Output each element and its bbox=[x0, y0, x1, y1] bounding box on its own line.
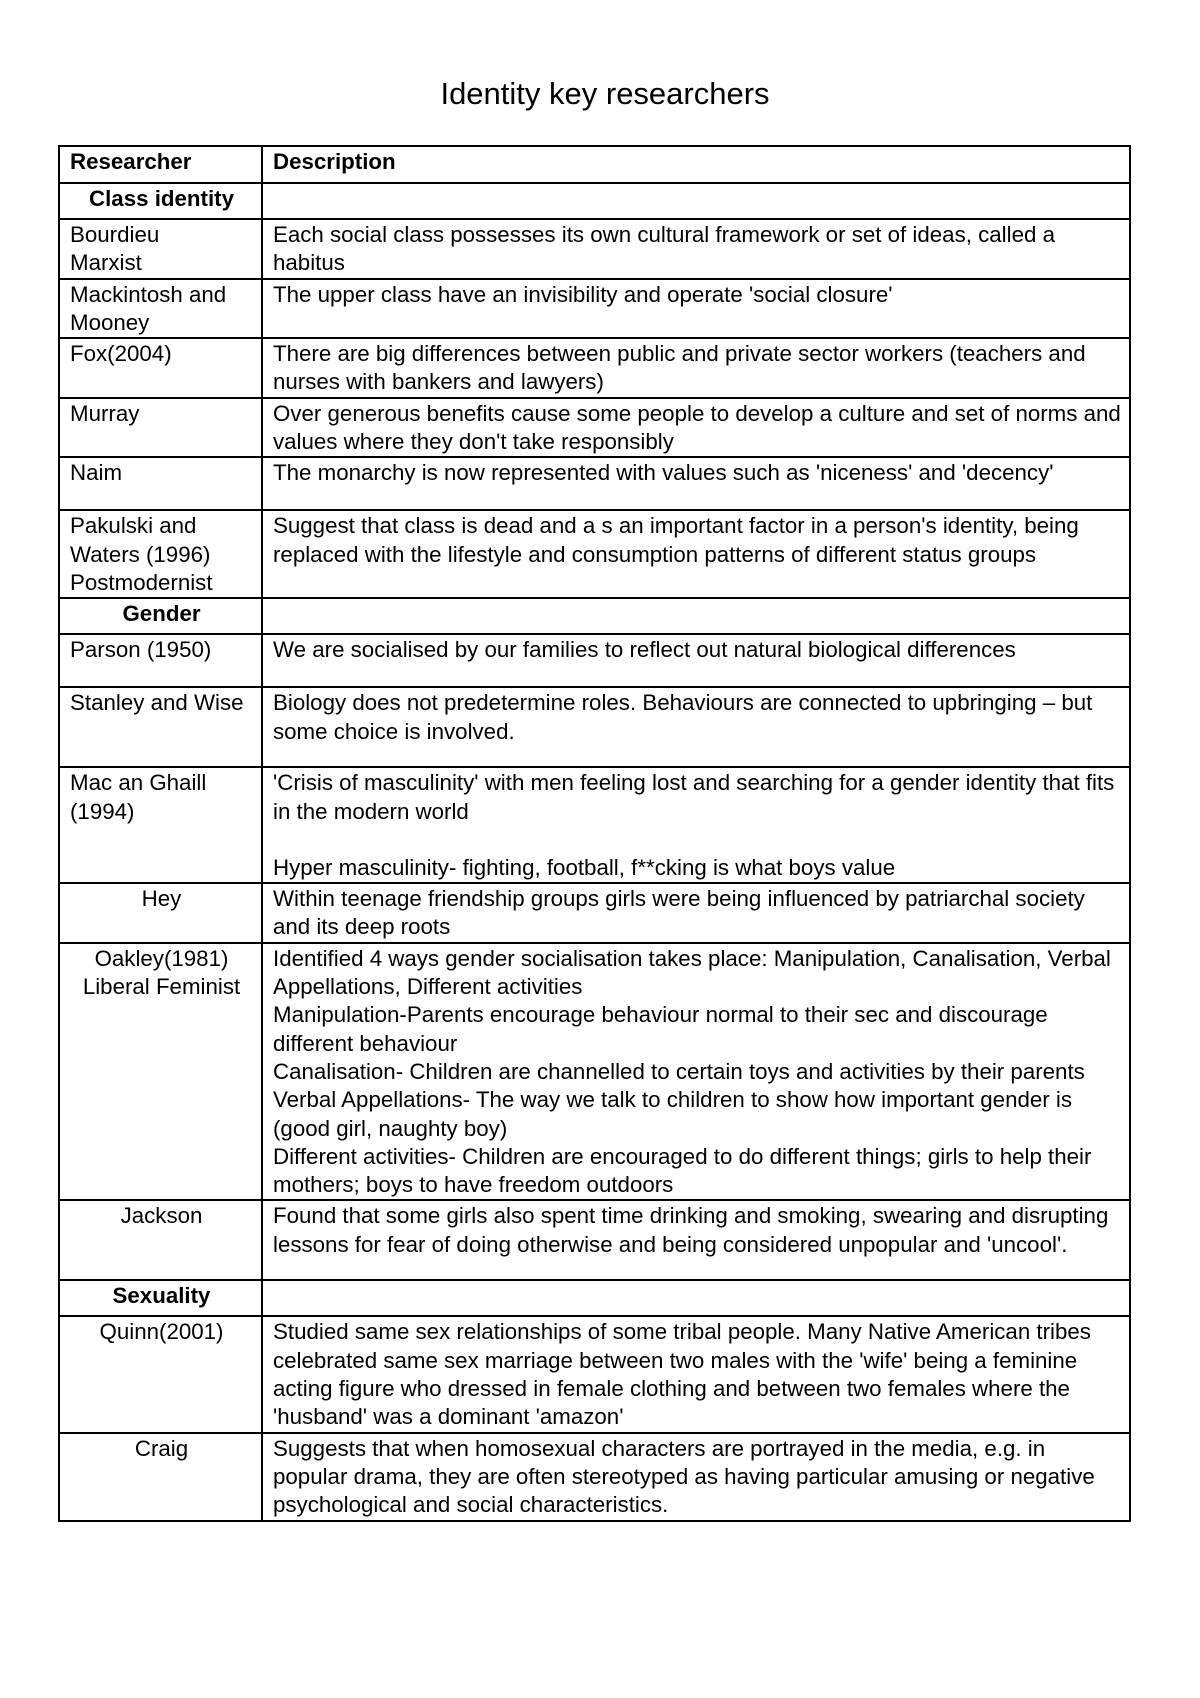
description-text: Found that some girls also spent time drinking and smoking, swearing and disrupting lessons for fear of doing otherwise and being considered unpopular and 'uncool'. bbox=[273, 1203, 1115, 1257]
page-title: Identity key researchers bbox=[440, 76, 770, 111]
researcher-name: Craig bbox=[134, 1435, 189, 1461]
researcher-cell bbox=[59, 767, 262, 883]
description-text: Canalisation- Children are channelled to certain toys and activities by their parents bbox=[273, 1058, 1085, 1084]
researcher-cell bbox=[59, 687, 262, 767]
description-text: The upper class have an invisibility and operate 'social closure' bbox=[273, 281, 893, 307]
description-cell bbox=[262, 219, 1130, 279]
researcher-name: Bourdieu bbox=[70, 222, 160, 247]
table-row bbox=[59, 338, 1130, 398]
description-text: We are socialised by our families to reflect out natural biological differences bbox=[273, 637, 1016, 663]
researcher-name: Mac an Ghaill (1994) bbox=[70, 770, 213, 824]
researcher-name: Stanley and Wise bbox=[70, 690, 244, 716]
section-heading-blank bbox=[262, 183, 1130, 219]
section-heading-row bbox=[59, 1280, 1130, 1316]
researcher-name: Jackson bbox=[120, 1203, 203, 1229]
table-row bbox=[59, 398, 1130, 458]
table-row bbox=[59, 687, 1130, 767]
description-text: Hyper masculinity- fighting, football, f**cking is what boys value bbox=[273, 854, 896, 880]
section-heading-row bbox=[59, 183, 1130, 219]
researcher-cell bbox=[59, 279, 262, 339]
table-row bbox=[59, 943, 1130, 1201]
description-text: Verbal Appellations- The way we talk to children to show how important gender is (good girl, naughty boy) bbox=[273, 1087, 1079, 1141]
description-text: Each social class possesses its own cultural framework or set of ideas, called a habitus bbox=[273, 222, 1062, 276]
researcher-cell bbox=[59, 883, 262, 943]
description-text: Biology does not predetermine roles. Behaviours are connected to upbringing – but some choice is involved. bbox=[273, 690, 1099, 744]
description-text: Manipulation-Parents encourage behaviour normal to their sec and discourage different behaviour bbox=[273, 1002, 1054, 1056]
researcher-name: Murray bbox=[70, 400, 140, 426]
researcher-name: Naim bbox=[70, 460, 123, 486]
researcher-name: Marxist bbox=[70, 250, 142, 276]
description-text: Studied same sex relationships of some tribal people. Many Native American tribes celebrated same sex marriage between two males with the 'wife' being a feminine acting figure who dressed in female clothing and between two females where the 'husband' was a dominant 'amazon' bbox=[273, 1319, 1098, 1430]
section-heading: Class identity bbox=[59, 183, 262, 219]
header-description: Description bbox=[262, 146, 1130, 183]
description-text: Different activities- Children are encouraged to do different things; girls to help their mothers; boys to have freedom outdoors bbox=[273, 1143, 1098, 1198]
description-cell bbox=[262, 457, 1130, 510]
description-text: Over generous benefits cause some people to develop a culture and set of norms and values where they don't take responsibly bbox=[273, 400, 1128, 455]
table-row bbox=[59, 1200, 1130, 1280]
description-text: 'Crisis of masculinity' with men feeling lost and searching for a gender identity that fits in the modern world bbox=[273, 770, 1121, 824]
section-heading-blank bbox=[262, 1280, 1130, 1316]
table-row bbox=[59, 510, 1130, 598]
researcher-cell bbox=[59, 457, 262, 510]
researcher-cell bbox=[59, 219, 262, 279]
description-cell bbox=[262, 338, 1130, 398]
description-text: The monarchy is now represented with values such as 'niceness' and 'decency' bbox=[273, 460, 1054, 486]
researcher-name: Pakulski and Waters (1996) bbox=[70, 513, 211, 567]
description-text: There are big differences between public and private sector workers (teachers and nurses with bankers and lawyers) bbox=[273, 341, 1092, 395]
researcher-name: Liberal Feminist bbox=[82, 974, 241, 1000]
table-header-row bbox=[59, 146, 1130, 183]
description-cell bbox=[262, 398, 1130, 458]
researcher-cell bbox=[59, 1433, 262, 1521]
header-researcher: Researcher bbox=[59, 146, 262, 183]
researcher-name: Postmodernist bbox=[70, 569, 213, 595]
researchers-table bbox=[58, 145, 1131, 1522]
description-cell bbox=[262, 943, 1130, 1201]
section-heading-row bbox=[59, 598, 1130, 634]
description-text: Suggest that class is dead and a s an important factor in a person's identity, being replaced with the lifestyle and consumption patterns of different status groups bbox=[273, 513, 1085, 567]
description-cell bbox=[262, 1316, 1130, 1432]
table-row bbox=[59, 457, 1130, 510]
researcher-cell bbox=[59, 1200, 262, 1280]
table-row bbox=[59, 634, 1130, 687]
researcher-name: Quinn(2001) bbox=[99, 1319, 224, 1345]
description-cell bbox=[262, 687, 1130, 767]
researcher-cell bbox=[59, 634, 262, 687]
table-row bbox=[59, 219, 1130, 279]
description-text: Suggests that when homosexual characters are portrayed in the media, e.g. in popular drama, they are often stereotyped as having particular amusing or negative psychological and social characteristics. bbox=[273, 1435, 1101, 1518]
section-heading: Sexuality bbox=[59, 1280, 262, 1316]
researcher-cell bbox=[59, 510, 262, 598]
description-text: Within teenage friendship groups girls were being influenced by patriarchal society and its deep roots bbox=[273, 886, 1092, 940]
description-cell bbox=[262, 1433, 1130, 1521]
researcher-cell bbox=[59, 943, 262, 1201]
researcher-cell bbox=[59, 398, 262, 458]
researcher-cell bbox=[59, 338, 262, 398]
description-text bbox=[273, 826, 1121, 854]
table-row bbox=[59, 1433, 1130, 1521]
section-heading-blank bbox=[262, 598, 1130, 634]
table-row bbox=[59, 279, 1130, 339]
researcher-name: Hey bbox=[141, 886, 182, 912]
researcher-cell bbox=[59, 1316, 262, 1432]
table-row bbox=[59, 767, 1130, 883]
description-cell bbox=[262, 1200, 1130, 1280]
description-cell bbox=[262, 767, 1130, 883]
table-row bbox=[59, 883, 1130, 943]
table-row bbox=[59, 1316, 1130, 1432]
table-body bbox=[59, 146, 1130, 1521]
researcher-name: Mackintosh and Mooney bbox=[70, 281, 233, 335]
section-heading: Gender bbox=[59, 598, 262, 634]
researcher-name: Parson (1950) bbox=[70, 637, 212, 663]
researcher-name: Oakley(1981) bbox=[94, 945, 229, 971]
description-text: Identified 4 ways gender socialisation takes place: Manipulation, Canalisation, Verbal Appellations, Different activities bbox=[273, 945, 1116, 1000]
description-cell bbox=[262, 279, 1130, 339]
description-cell bbox=[262, 883, 1130, 943]
researcher-name: Fox(2004) bbox=[70, 341, 172, 367]
description-cell bbox=[262, 634, 1130, 687]
description-cell bbox=[262, 510, 1130, 598]
